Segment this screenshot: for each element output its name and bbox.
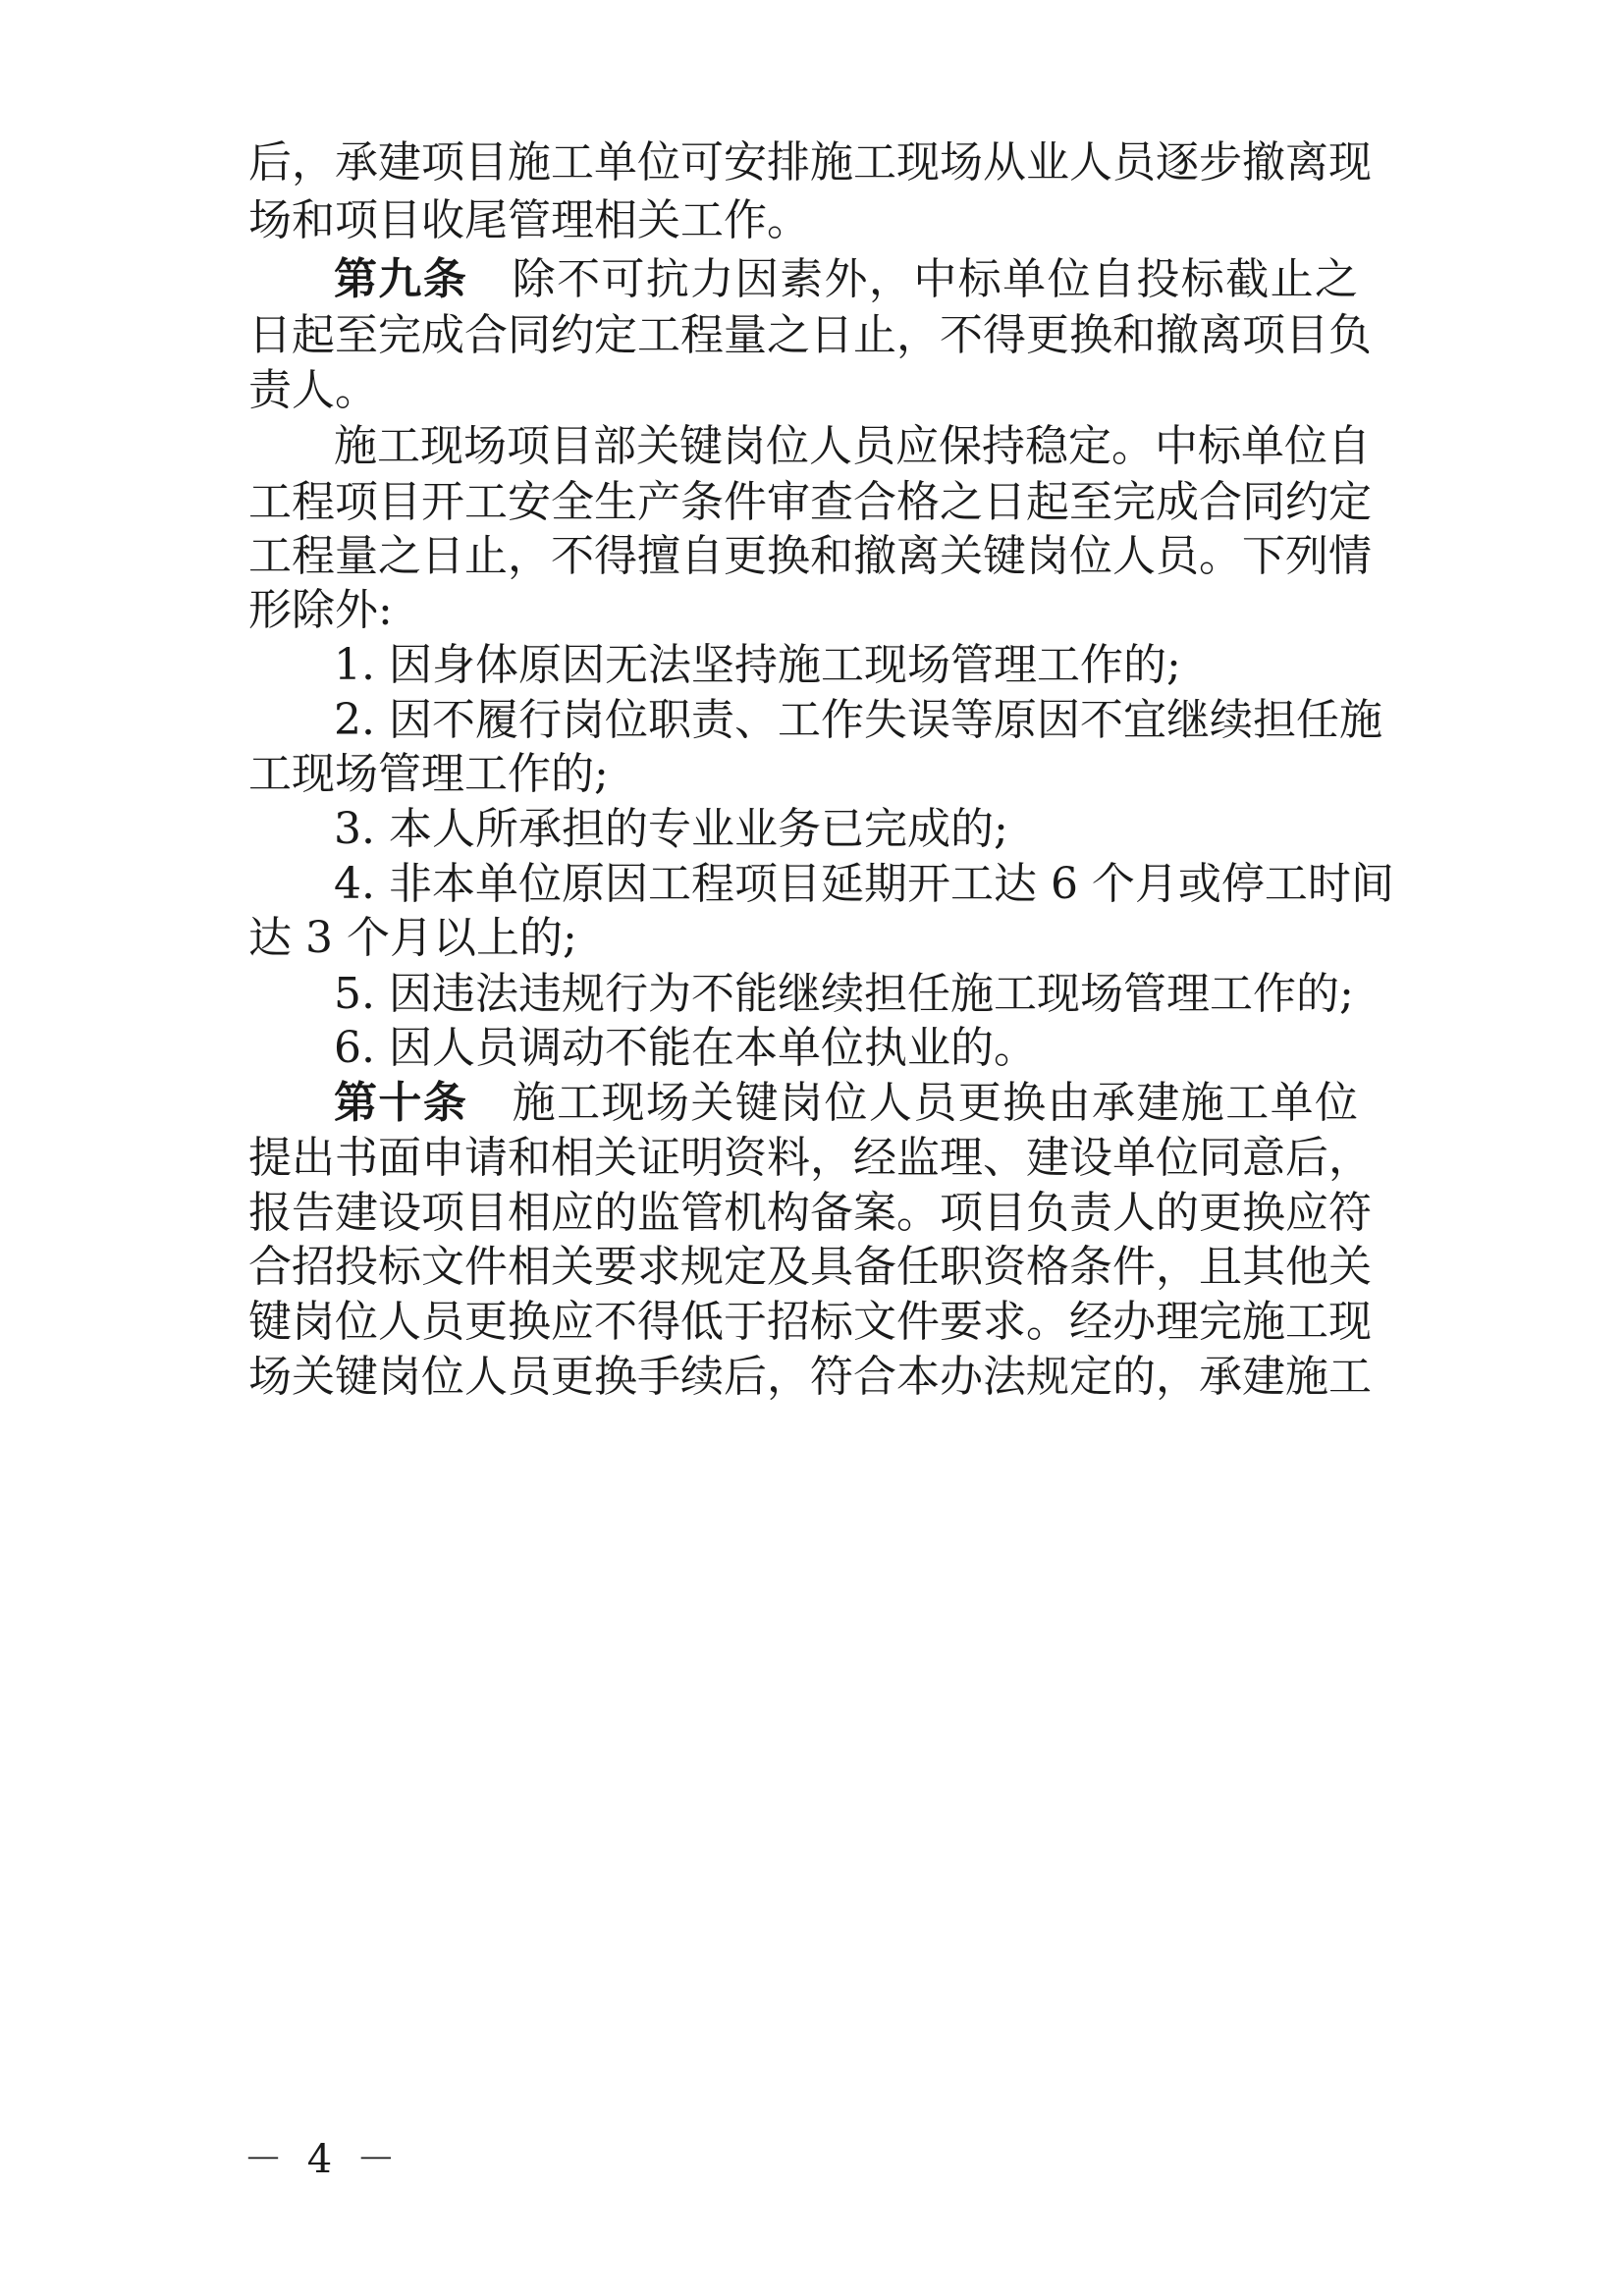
text-line: 后，承建项目施工单位可安排施工现场从业人员逐步撤离现: [248, 137, 1372, 187]
list-item: 6. 因人员调动不能在本单位执业的。: [334, 1023, 1037, 1073]
list-item: 2. 因不履行岗位职责、工作失误等原因不宜继续担任施: [334, 695, 1382, 745]
page-number: － 4 －: [244, 2137, 402, 2182]
list-item-continuation: 达 3 个月以上的;: [248, 913, 577, 963]
paragraph-start-line: 施工现场项目部关键岗位人员应保持稳定。中标单位自: [334, 421, 1371, 471]
list-item-continuation: 工现场管理工作的;: [248, 749, 609, 799]
article-heading: 第九条: [334, 254, 468, 304]
text-line: 场关键岗位人员更换手续后，符合本办法规定的，承建施工: [248, 1352, 1372, 1402]
text-line: 场和项目收尾管理相关工作。: [248, 195, 810, 245]
list-item: 4. 非本单位原因工程项目延期开工达 6 个月或停工时间: [334, 859, 1394, 909]
text-line: 工程项目开工安全生产条件审查合格之日起至完成合同约定: [248, 477, 1372, 527]
text-line: 报告建设项目相应的监管机构备案。项目负责人的更换应符: [248, 1188, 1372, 1238]
article-heading: 第十条: [334, 1078, 468, 1128]
text-line: 提出书面申请和相关证明资料，经监理、建设单位同意后，: [248, 1133, 1372, 1183]
article-text: 除不可抗力因素外，中标单位自投标截止之: [512, 254, 1359, 304]
list-item: 3. 本人所承担的专业业务已完成的;: [334, 804, 1008, 854]
list-item: 1. 因身体原因无法坚持施工现场管理工作的;: [334, 640, 1181, 690]
list-item: 5. 因违法违规行为不能继续担任施工现场管理工作的;: [334, 969, 1354, 1019]
text-line: 键岗位人员更换应不得低于招标文件要求。经办理完施工现: [248, 1297, 1372, 1347]
text-line: 责人。: [248, 365, 378, 415]
text-line: 形除外:: [248, 585, 393, 635]
article-text: 施工现场关键岗位人员更换由承建施工单位: [512, 1078, 1359, 1128]
text-line: 日起至完成合同约定工程量之日止，不得更换和撤离项目负: [248, 310, 1372, 360]
text-line: 工程量之日止，不得擅自更换和撤离关键岗位人员。下列情: [248, 531, 1372, 581]
text-line: 合招投标文件相关要求规定及具备任职资格条件，且其他关: [248, 1242, 1372, 1292]
